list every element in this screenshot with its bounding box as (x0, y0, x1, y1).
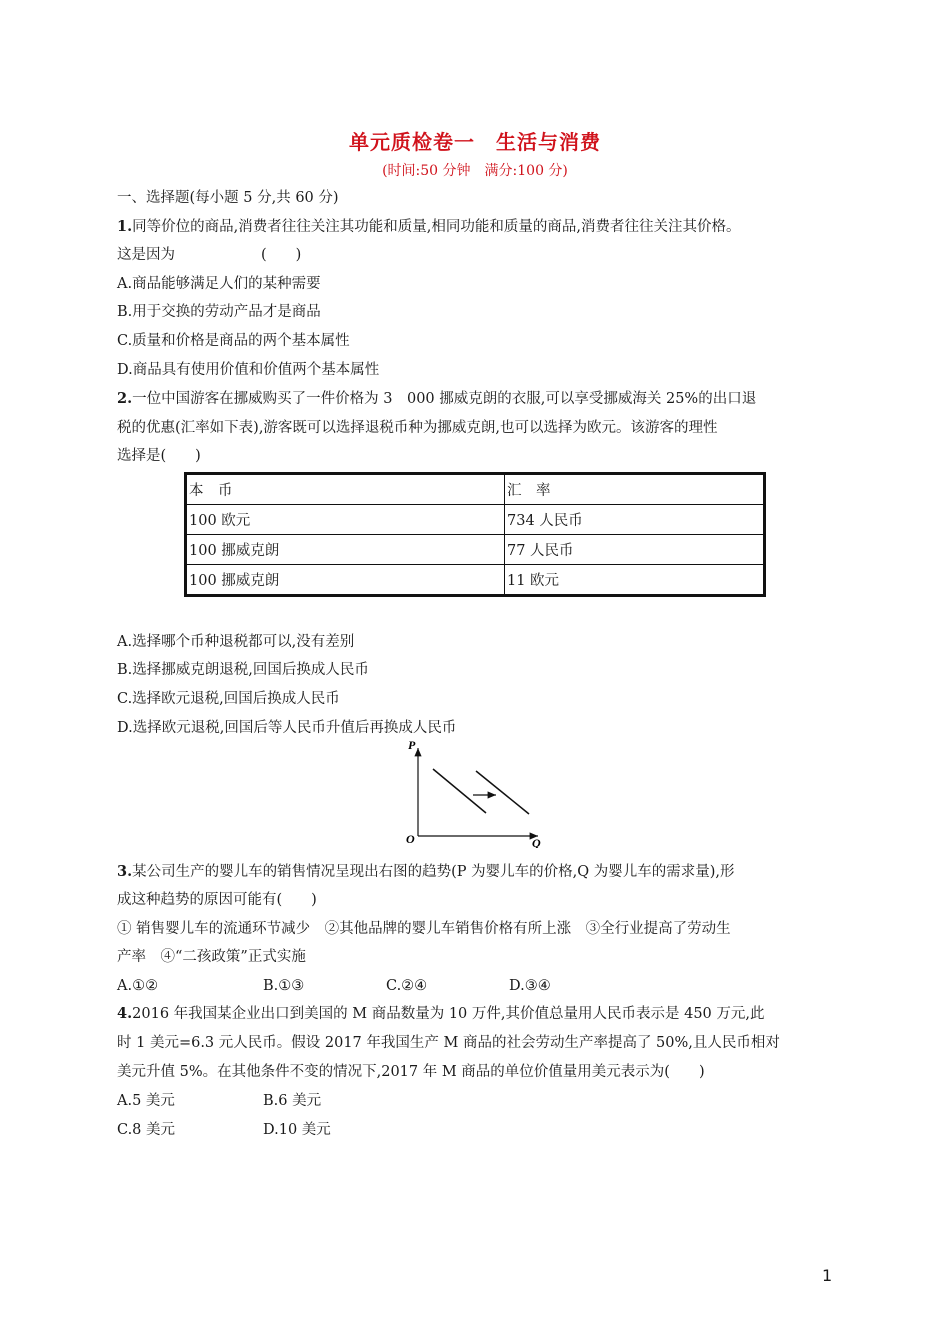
q4-stem-1: 2016 年我国某企业出口到美国的 M 商品数量为 10 万件,其价值总量用人民币表示是 450 万元,此 (132, 1006, 765, 1022)
q4-option-c: C.8 美元 (117, 1122, 176, 1138)
original-demand-curve (433, 769, 486, 813)
q4-number: 4. (117, 1005, 133, 1022)
table-cell: 100 挪威克朗 (186, 535, 505, 565)
q1-answer-paren: ( ) (261, 247, 302, 263)
q4-line-1 (117, 1004, 765, 1024)
q1-number: 1. (117, 218, 133, 235)
q3-line-3: ① 销售婴儿车的流通环节减少 ②其他品牌的婴儿车销售价格有所上涨 ③全行业提高了劳动生 (117, 921, 731, 937)
q3-option-b: B.①③ (263, 978, 305, 994)
q2-line-2: 税的优惠(汇率如下表),游客既可以选择退税币种为挪威克朗,也可以选择为欧元。该游客的理性 (117, 420, 718, 436)
page-title: 单元质检卷一 生活与消费 (349, 130, 601, 154)
table-header-rate: 汇 率 (505, 474, 765, 505)
q3-option-a: A.①② (117, 978, 159, 994)
q3-option-c: C.②④ (386, 978, 428, 994)
y-axis-label: P (408, 738, 416, 752)
q4-option-a: A.5 美元 (117, 1093, 175, 1109)
page-subtitle: (时间:50 分钟 满分:100 分) (382, 163, 568, 179)
q1-option-d: D.商品具有使用价值和价值两个基本属性 (117, 362, 380, 378)
exchange-rate-table (184, 472, 766, 597)
q4-option-b: B.6 美元 (263, 1093, 322, 1109)
table-row (186, 535, 765, 565)
x-axis-label: Q (532, 836, 541, 848)
q2-line-3: 选择是( ) (117, 448, 201, 464)
table-row (186, 565, 765, 596)
table-header-row (186, 474, 765, 505)
q2-option-c: C.选择欧元退税,回国后换成人民币 (117, 691, 340, 707)
table-cell: 100 欧元 (186, 505, 505, 535)
q1-line-1 (117, 217, 740, 237)
q3-number: 3. (117, 863, 133, 880)
q1-stem-1: 同等价位的商品,消费者往往关注其功能和质量,相同功能和质量的商品,消费者往往关注其价格。 (132, 219, 741, 235)
shifted-demand-curve (476, 771, 529, 814)
table-cell: 734 人民币 (505, 505, 765, 535)
q3-line-1 (117, 862, 735, 882)
q2-stem-1: 一位中国游客在挪威购买了一件价格为 3 000 挪威克朗的衣服,可以享受挪威海关 25%的出口退 (132, 391, 757, 407)
page-number: 1 (822, 1266, 833, 1285)
q4-line-3: 美元升值 5%。在其他条件不变的情况下,2017 年 M 商品的单位价值量用美元表示为( ) (117, 1064, 705, 1080)
q2-option-d: D.选择欧元退税,回国后等人民币升值后再换成人民币 (117, 720, 457, 736)
q3-line-4: 产率 ④“二孩政策”正式实施 (117, 949, 306, 965)
q3-line-2: 成这种趋势的原因可能有( ) (117, 892, 317, 908)
q3-stem-1: 某公司生产的婴儿车的销售情况呈现出右图的趋势(P 为婴儿车的价格,Q 为婴儿车的需求量),形 (132, 864, 735, 880)
table-row (186, 505, 765, 535)
q2-number: 2. (117, 390, 133, 407)
demand-curve-graph (398, 736, 548, 848)
q2-option-a: A.选择哪个币种退税都可以,没有差别 (117, 634, 355, 650)
q1-option-b: B.用于交换的劳动产品才是商品 (117, 304, 321, 320)
q4-option-d: D.10 美元 (263, 1122, 331, 1138)
q1-stem-2: 这是因为 (117, 247, 175, 263)
q2-option-b: B.选择挪威克朗退税,回国后换成人民币 (117, 662, 369, 678)
table-cell: 77 人民币 (505, 535, 765, 565)
q1-line-2 (117, 245, 301, 265)
section-heading: 一、选择题(每小题 5 分,共 60 分) (117, 190, 339, 206)
q4-line-2: 时 1 美元=6.3 元人民币。假设 2017 年我国生产 M 商品的社会劳动生产率提高了 50%,且人民币相对 (117, 1035, 780, 1051)
q3-option-d: D.③④ (509, 978, 551, 994)
q2-line-1 (117, 389, 756, 409)
origin-label: O (406, 832, 415, 846)
table-cell: 100 挪威克朗 (186, 565, 505, 596)
q1-option-c: C.质量和价格是商品的两个基本属性 (117, 333, 350, 349)
table-cell: 11 欧元 (505, 565, 765, 596)
table-header-currency: 本 币 (186, 474, 505, 505)
q1-option-a: A.商品能够满足人们的某种需要 (117, 276, 321, 292)
